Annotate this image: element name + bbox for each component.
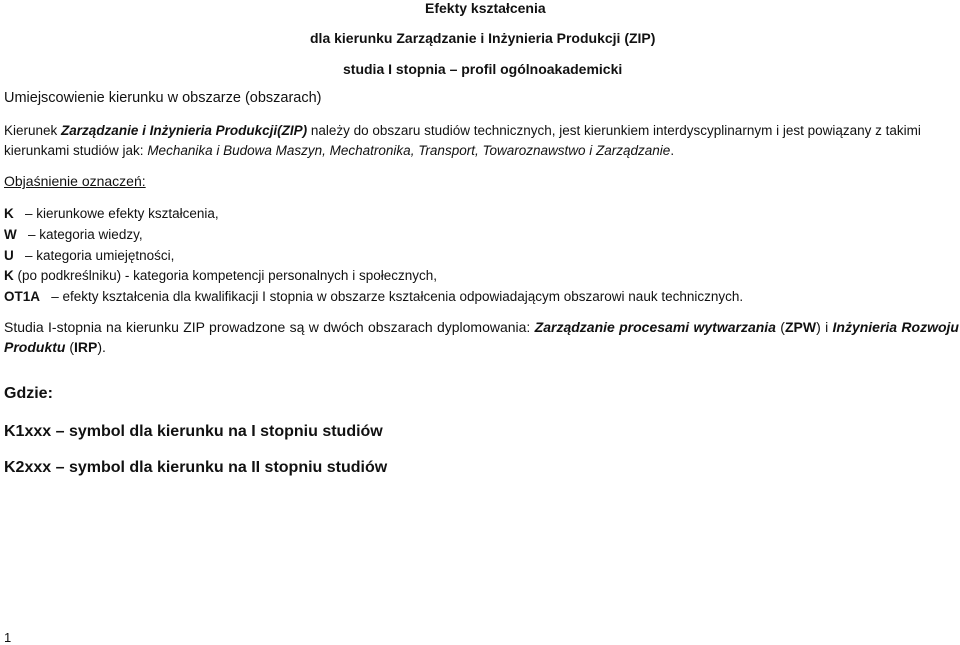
legend-code: U [4,247,14,263]
page-number: 1 [4,630,12,645]
legend-item [4,204,743,225]
legend-code: W [4,226,17,242]
legend-desc: – kategoria umiejętności, [25,247,175,263]
path-name-2: Inżynieria Rozwoju Produktu [4,319,959,355]
legend-item [4,287,743,308]
legend-item [4,266,743,287]
legend-item [4,246,743,267]
study-level: studia I stopnia – profil ogólnoakademicki [343,61,623,77]
symbols-heading: Gdzie: [4,385,53,402]
legend-desc: (po podkreślniku) - kategoria kompetencji personalnych i społecznych, [17,268,437,284]
related-programs: Mechanika i Budowa Maszyn, Mechatronika, Transport, Towaroznawstwo i Zarządzanie [147,143,671,158]
program-name: Zarządzanie i Inżynieria Produkcji(ZIP) [61,123,308,138]
intro-text-3: . [670,143,675,158]
symbol-line-2: K2xxx – symbol dla kierunku na II stopniu studiów [4,459,388,476]
paths-paragraph [4,317,959,357]
legend-code: K [4,268,14,284]
location-label: Umiejscowienie kierunku w obszarze (obszarach) [4,90,322,106]
legend-desc: – kierunkowe efekty kształcenia, [25,206,219,221]
legend-item [4,225,743,246]
legend-desc: – efekty kształcenia dla kwalifikacji I stopnia w obszarze kształcenia odpowiadającym obszarowi nauk technicznych. [51,289,744,305]
paths-text-5: ). [97,339,106,355]
path-name-1: Zarządzanie procesami wytwarzania [534,319,776,335]
legend-desc: – kategoria wiedzy, [28,226,143,242]
paths-text-1: Studia I-stopnia na kierunku ZIP prowadzone są w dwóch obszarach dyplomowania: [4,319,535,335]
intro-paragraph [4,121,959,161]
symbol-line-1: K1xxx – symbol dla kierunku na I stopniu studiów [4,423,383,440]
legend-code: K [4,206,14,221]
intro-text-1: Kierunek [4,123,62,138]
path-abbr-2: IRP [74,339,98,355]
document-subtitle: dla kierunku Zarządzanie i Inżynieria Produkcji (ZIP) [310,30,656,46]
intro-text-2: należy do obszaru studiów technicznych, jest kierunkiem interdyscyplinarnym i jest powiązany z takimi kierunkami studiów jak: [4,123,921,158]
paths-text-2: ( [775,319,785,335]
document-title: Efekty kształcenia [425,0,546,16]
path-abbr-1: ZPW [784,319,817,335]
paths-text-3: ) i [816,319,833,335]
paths-text-4: ( [65,339,75,355]
legend-list [4,204,743,308]
legend-heading: Objaśnienie oznaczeń: [4,173,146,189]
legend-code: OT1A [4,289,41,305]
